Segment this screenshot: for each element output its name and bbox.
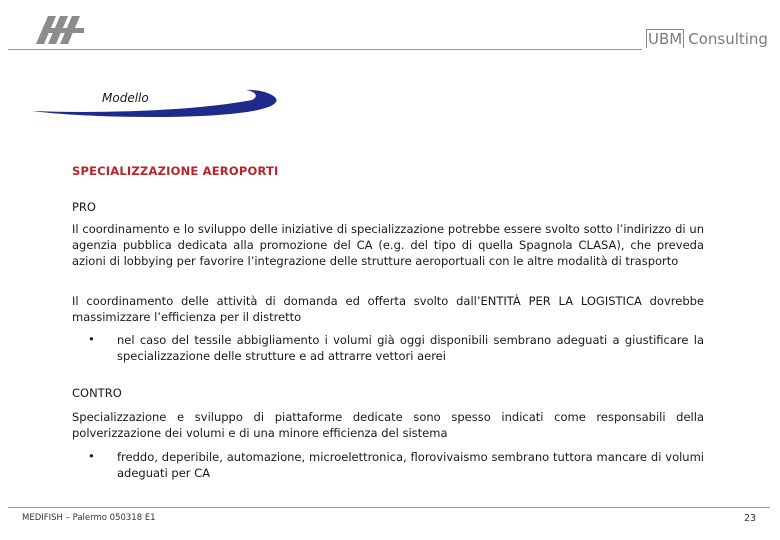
brand-suffix: Consulting: [688, 30, 768, 48]
contro-label: CONTRO: [72, 386, 122, 400]
page-number: 23: [744, 513, 757, 524]
pro-bullet-1: nel caso del tessile abbigliamento i volumi già oggi disponibili sembrano adeguati a giustificare la specializzazione delle strutture e ad attrarre vettori aerei: [117, 333, 704, 363]
footer-text: MEDIFISH – Palermo 050318 E1: [22, 513, 156, 523]
header-divider: [8, 49, 642, 50]
pro-paragraph-1: Il coordinamento e lo sviluppo delle iniziative di specializzazione potrebbe essere svolto sotto l’indirizzo di un agenzia pubblica dedicata alla promozione del CA (e.g. del tipo di quella Spagnola CLASA), che preveda azioni di lobbying per favorire l’integrazione delle strutture aeroportuali con le altre modalità di trasporto: [72, 222, 704, 268]
section-title: SPECIALIZZAZIONE AEROPORTI: [72, 164, 279, 178]
bullet-point: •: [88, 332, 95, 346]
footer-divider: [8, 507, 770, 508]
pro-label: PRO: [72, 200, 96, 214]
contro-paragraph-1: Specializzazione e sviluppo di piattaforme dedicate sono spesso indicati come responsabili della polverizzazione dei volumi e di una minore efficienza del sistema: [72, 410, 704, 440]
pro-paragraph-2: Il coordinamento delle attività di domanda ed offerta svolto dall’ENTITÀ PER LA LOGISTICA dovrebbe massimizzare l’efficienza per il distretto: [72, 294, 704, 324]
company-logo-icon: [34, 14, 86, 46]
brand-logo: [646, 30, 768, 48]
model-label: Modello: [102, 91, 149, 105]
contro-bullet-1: freddo, deperibile, automazione, microelettronica, florovivaismo sembrano tuttora mancare di volumi adeguati per CA: [117, 450, 704, 480]
swoosh-decoration-icon: [30, 86, 280, 122]
brand-initials: UBM: [648, 30, 683, 48]
bullet-point: •: [88, 449, 95, 463]
